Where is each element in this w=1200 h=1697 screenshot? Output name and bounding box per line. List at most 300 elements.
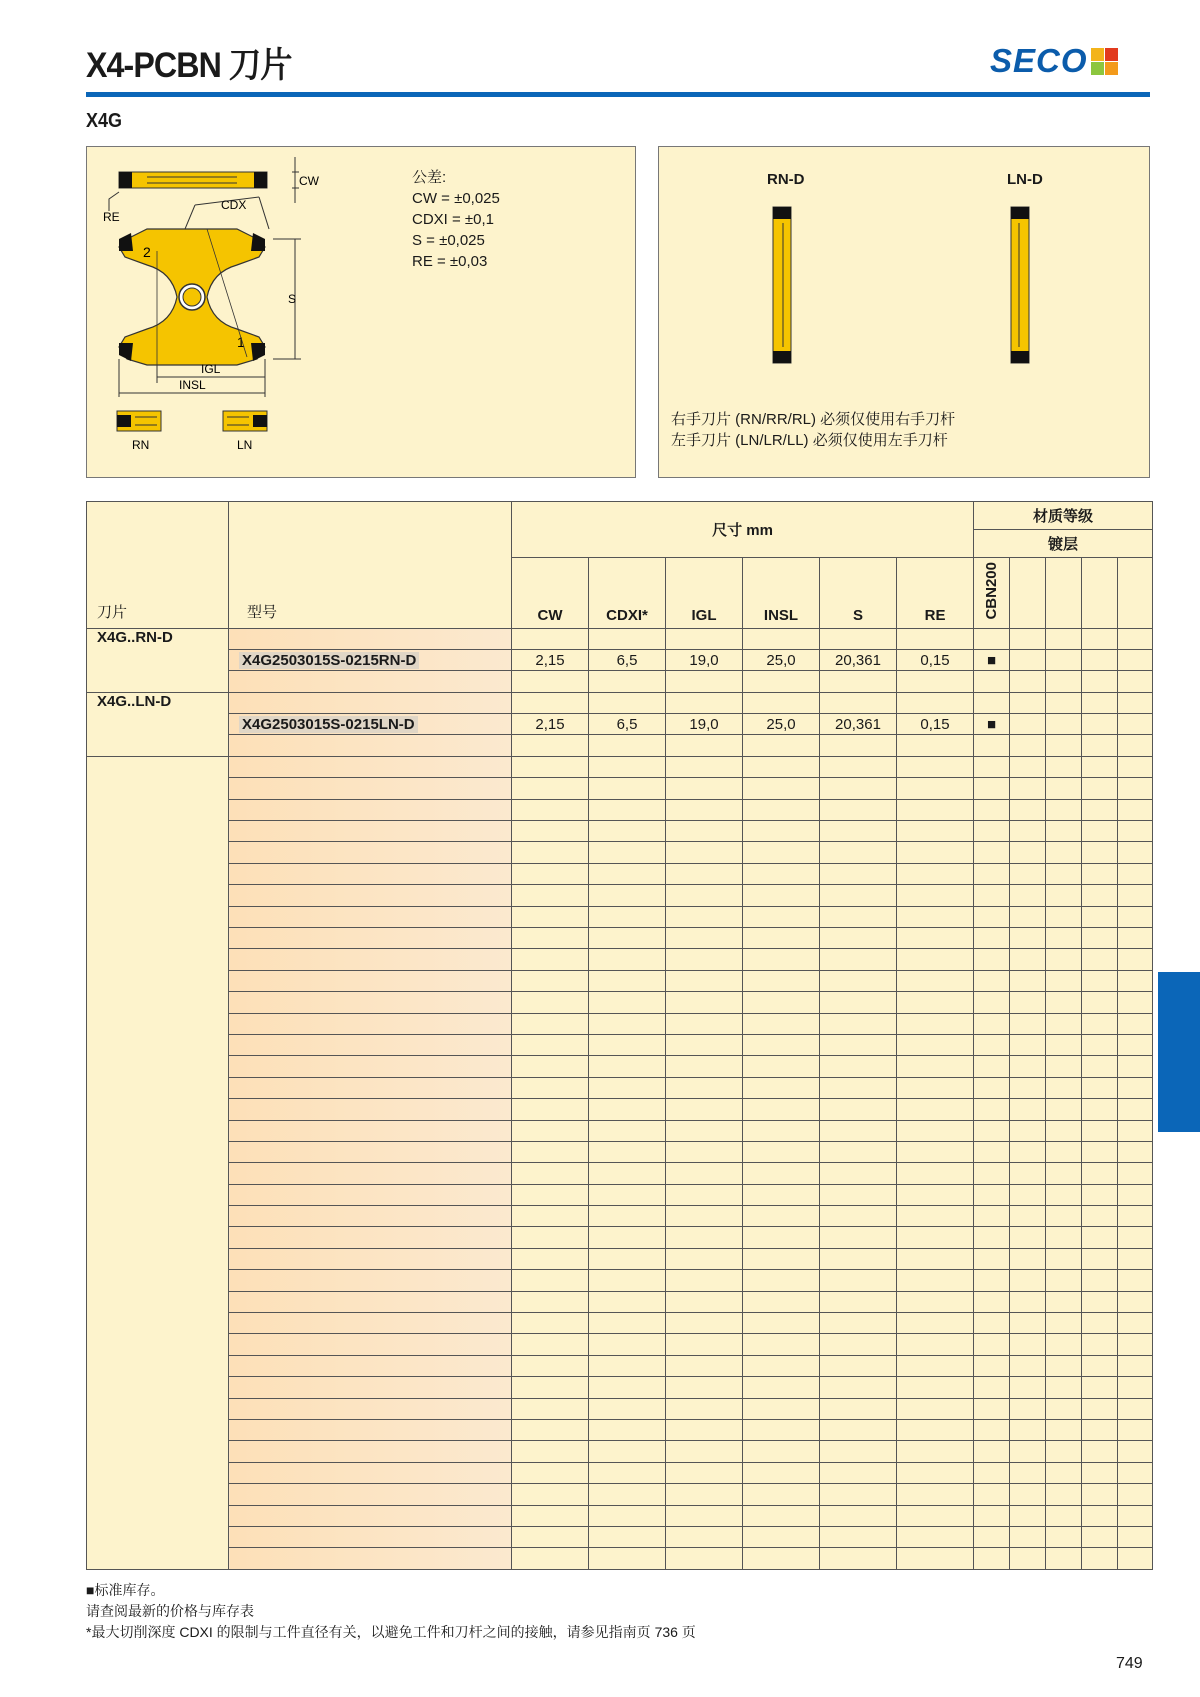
stock-marker: ■: [974, 714, 1010, 735]
dim-cell-empty: [666, 735, 743, 756]
grade-cell-empty: [974, 1334, 1010, 1355]
dim-cell-empty: [820, 1313, 897, 1334]
dim-cell-empty: [897, 821, 974, 842]
model-cell-empty: [229, 906, 512, 927]
dim-cell-empty: [743, 1120, 820, 1141]
dim-cell-empty: [512, 1056, 589, 1077]
insert-family-cell-empty: [87, 756, 229, 1569]
model-cell-empty: [229, 778, 512, 799]
model-cell-empty: [229, 1227, 512, 1248]
dim-cell-empty: [743, 928, 820, 949]
stock-marker: ■: [974, 649, 1010, 670]
table-row-empty: [87, 1313, 1153, 1334]
dim-cell-empty: [666, 1462, 743, 1483]
dim-cell-empty: [743, 1548, 820, 1569]
dim-cell-empty: [512, 1184, 589, 1205]
dim-cell-empty: [666, 863, 743, 884]
grade-cell-empty: [1010, 1120, 1046, 1141]
dim-cell-empty: [897, 1248, 974, 1269]
re-dim-label: RE: [103, 210, 120, 224]
dim-cell-empty: [743, 1398, 820, 1419]
grade-cell-empty: [1082, 1441, 1118, 1462]
grade-cell-empty: [1118, 1184, 1153, 1205]
dim-cell-empty: [589, 1034, 666, 1055]
dim-cell-empty: [666, 1377, 743, 1398]
dim-cell-empty: [512, 1377, 589, 1398]
ln-view-label: LN: [237, 438, 253, 452]
grade-cell-empty: [1082, 842, 1118, 863]
grade-cell-empty: [1082, 1484, 1118, 1505]
dim-cell-empty: [666, 1184, 743, 1205]
dim-cell-empty: [897, 1099, 974, 1120]
dim-cell-empty: [897, 1291, 974, 1312]
dim-cell-empty: [512, 1526, 589, 1547]
dim-cell-empty: [897, 885, 974, 906]
dim-cell-empty: [897, 1270, 974, 1291]
grade-cell-empty: [1010, 949, 1046, 970]
table-row-empty: [87, 1462, 1153, 1483]
dim-value-igl: 19,0: [666, 649, 743, 670]
grade-cell-empty: [974, 735, 1010, 756]
model-cell-empty: [229, 1484, 512, 1505]
grade-cell-empty: [1010, 928, 1046, 949]
dim-cell-empty: [589, 863, 666, 884]
dim-cell-empty: [897, 1377, 974, 1398]
grade-cell-empty: [1118, 906, 1153, 927]
dim-cell-empty: [589, 1484, 666, 1505]
dim-cell-empty: [820, 1291, 897, 1312]
grade-cell-empty: [1118, 949, 1153, 970]
grade-cell-empty: [1118, 970, 1153, 991]
grade-cell-empty: [1010, 1206, 1046, 1227]
grade-cell-empty: [1082, 1184, 1118, 1205]
dim-cell-empty: [512, 842, 589, 863]
grade-cell-empty: [974, 1548, 1010, 1569]
insert-family-cell: X4G..RN-D: [87, 628, 229, 692]
table-row-empty: [87, 949, 1153, 970]
grade-cell-empty: [1082, 1291, 1118, 1312]
dim-cell-empty: [666, 1355, 743, 1376]
dim-cell-empty: [589, 1120, 666, 1141]
grade-cell-empty: [1118, 1248, 1153, 1269]
dim-cell-empty: [666, 1099, 743, 1120]
dim-cell-empty: [512, 1441, 589, 1462]
grade-cell-empty: [1046, 1548, 1082, 1569]
dim-cell-empty: [512, 949, 589, 970]
dim-cell-empty: [589, 1206, 666, 1227]
dim-cell-empty: [666, 671, 743, 692]
dim-cell-empty: [820, 692, 897, 713]
grade-cell-empty: [1082, 1526, 1118, 1547]
dim-cell-empty: [666, 1013, 743, 1034]
model-cell-empty: [229, 756, 512, 777]
table-row-empty: [87, 1184, 1153, 1205]
dim-cell-empty: [743, 778, 820, 799]
dim-cell-empty: [666, 1313, 743, 1334]
dim-cell-empty: [743, 1355, 820, 1376]
grade-cell-empty: [1010, 714, 1046, 735]
dim-cell-empty: [589, 1248, 666, 1269]
dim-cell-empty: [666, 928, 743, 949]
page-number: 749: [1116, 1655, 1143, 1672]
grade-cell-empty: [1118, 1419, 1153, 1440]
grade-cell-empty: [1082, 949, 1118, 970]
grade-cell-empty: [1046, 842, 1082, 863]
dim-value-s: 20,361: [820, 649, 897, 670]
grade-cell-empty: [1010, 1398, 1046, 1419]
grade-cell-empty: [1010, 842, 1046, 863]
dim-cell-empty: [666, 1398, 743, 1419]
grade-cell-empty: [1118, 1270, 1153, 1291]
dim-cell-empty: [512, 1334, 589, 1355]
grade-cell-empty: [1010, 671, 1046, 692]
hand-orientation-panel: [658, 146, 1150, 478]
dim-cell-empty: [820, 1398, 897, 1419]
grade-cell-empty: [1046, 992, 1082, 1013]
dim-cell-empty: [820, 1184, 897, 1205]
dim-cell-empty: [589, 928, 666, 949]
dim-cell-empty: [589, 1270, 666, 1291]
dim-cell-empty: [512, 863, 589, 884]
table-row-empty: [87, 821, 1153, 842]
dim-cell-empty: [666, 799, 743, 820]
grade-cell-empty: [1010, 1377, 1046, 1398]
dim-cell-empty: [743, 1334, 820, 1355]
model-cell-empty: [229, 1313, 512, 1334]
dim-cell-empty: [743, 1291, 820, 1312]
dim-cell-empty: [897, 1227, 974, 1248]
dim-cell-empty: [589, 842, 666, 863]
grade-cell-empty: [974, 1227, 1010, 1248]
model-cell-empty: [229, 671, 512, 692]
dim-cell-empty: [512, 928, 589, 949]
rh-note: 右手刀片 (RN/RR/RL) 必须仅使用右手刀杆: [671, 411, 956, 428]
grade-cell-empty: [1010, 1270, 1046, 1291]
dim-cell-empty: [820, 628, 897, 649]
grade-cell-empty: [1082, 1077, 1118, 1098]
dim-value-cdxi: 6,5: [589, 649, 666, 670]
insert-family-cell: X4G..LN-D: [87, 692, 229, 756]
dim-cell-empty: [743, 885, 820, 906]
dim-cell-empty: [666, 949, 743, 970]
header-rule: [86, 92, 1150, 97]
dim-cell-empty: [666, 842, 743, 863]
dim-cell-empty: [666, 1548, 743, 1569]
grade-cell-empty: [1010, 1548, 1046, 1569]
dim-cell-empty: [897, 1441, 974, 1462]
cdx-dim-label: CDX: [221, 198, 247, 212]
dim-cell-empty: [666, 1484, 743, 1505]
grade-cell-empty: [1010, 863, 1046, 884]
dim-cell-empty: [666, 1526, 743, 1547]
dim-cell-empty: [897, 1505, 974, 1526]
rn-d-label: RN-D: [767, 171, 805, 188]
grade-cell-empty: [1046, 1248, 1082, 1269]
grade-cell-empty: [1046, 1526, 1082, 1547]
grade-cell-empty: [1082, 1462, 1118, 1483]
logo-text: SECO: [990, 42, 1088, 79]
model-cell-empty: [229, 1355, 512, 1376]
grade-cell-empty: [1118, 1526, 1153, 1547]
grade-cell-empty: [1010, 1163, 1046, 1184]
grade-cell-empty: [1046, 1462, 1082, 1483]
grade-cell-empty: [1010, 1419, 1046, 1440]
model-cell-empty: [229, 1163, 512, 1184]
dim-cell-empty: [512, 992, 589, 1013]
dim-cell-empty: [666, 1227, 743, 1248]
model-cell-empty: [229, 992, 512, 1013]
dim-cell-empty: [820, 842, 897, 863]
grade-cell-empty: [974, 1441, 1010, 1462]
grade-cell-empty: [1082, 1013, 1118, 1034]
dim-group-header: 尺寸 mm: [512, 502, 974, 558]
grade-cell-empty: [1082, 671, 1118, 692]
table-row-empty: [87, 1056, 1153, 1077]
grade-cell-empty: [1118, 821, 1153, 842]
dim-value-cw: 2,15: [512, 649, 589, 670]
dim-cell-empty: [666, 756, 743, 777]
table-row: [87, 714, 1153, 735]
grade-cell-empty: [1046, 692, 1082, 713]
grade-cell-empty: [1046, 1227, 1082, 1248]
dim-cell-empty: [820, 1034, 897, 1055]
model-cell-empty: [229, 1462, 512, 1483]
grade-cell-empty: [1046, 1441, 1082, 1462]
model-cell-empty: [229, 1398, 512, 1419]
dim-cell-empty: [897, 756, 974, 777]
grade-cell-empty: [974, 1120, 1010, 1141]
dim-cell-empty: [666, 1505, 743, 1526]
table-row-empty: [87, 970, 1153, 991]
dim-cell-empty: [743, 1227, 820, 1248]
grade-cell-empty: [1118, 1398, 1153, 1419]
page-title: X4-PCBN 刀片: [86, 46, 292, 85]
grade-cell-empty: [974, 1484, 1010, 1505]
dim-cell-empty: [589, 1419, 666, 1440]
grade-cell-empty: [1010, 1462, 1046, 1483]
dim-cell-empty: [820, 970, 897, 991]
logo-squares-icon: [1091, 48, 1118, 75]
tolerance-s: S = ±0,025: [412, 232, 485, 249]
grade-cell-empty: [1118, 1334, 1153, 1355]
grade-cell-empty: [974, 1184, 1010, 1205]
dim-cell-empty: [589, 1313, 666, 1334]
grade-cell-empty: [1082, 1377, 1118, 1398]
hand-notes: [671, 409, 955, 451]
grade-cell-empty: [1082, 863, 1118, 884]
dim-cell-empty: [897, 1206, 974, 1227]
grade-cell-empty: [1046, 1377, 1082, 1398]
grade-cell-empty: [1046, 1163, 1082, 1184]
grade-cell-empty: [1118, 1141, 1153, 1162]
grade-cell-empty: [1046, 885, 1082, 906]
grade-cell-empty: [974, 906, 1010, 927]
grade-cell-empty: [1118, 885, 1153, 906]
dim-cell-empty: [589, 778, 666, 799]
dim-cell-empty: [897, 692, 974, 713]
grade-cell-empty: [1046, 970, 1082, 991]
grade-cell-empty: [1082, 1313, 1118, 1334]
grade-cell-empty: [1118, 1355, 1153, 1376]
dim-cell-empty: [820, 863, 897, 884]
grade-cell-empty: [974, 1163, 1010, 1184]
grade-cell-empty: [974, 1313, 1010, 1334]
table-row-empty: [87, 1163, 1153, 1184]
dim-cell-empty: [512, 671, 589, 692]
grade-col-empty: [1010, 558, 1046, 629]
dim-cell-empty: [743, 1462, 820, 1483]
grade-cell-empty: [1118, 1056, 1153, 1077]
dim-cell-empty: [820, 906, 897, 927]
dim-cell-empty: [743, 842, 820, 863]
model-cell-empty: [229, 1056, 512, 1077]
dim-value-re: 0,15: [897, 649, 974, 670]
dim-cell-empty: [743, 1526, 820, 1547]
grade-cell-empty: [1046, 821, 1082, 842]
grade-cell-empty: [1118, 692, 1153, 713]
dim-cell-empty: [512, 1291, 589, 1312]
grade-cell-empty: [1010, 1227, 1046, 1248]
grade-cell-empty: [974, 1419, 1010, 1440]
grade-cell-empty: [1082, 1227, 1118, 1248]
grade-cell-empty: [1118, 1441, 1153, 1462]
dim-cell-empty: [820, 1248, 897, 1269]
dim-cell-empty: [666, 885, 743, 906]
dim-cell-empty: [512, 1077, 589, 1098]
seco-logo: [990, 44, 1118, 78]
dim-cell-empty: [897, 1141, 974, 1162]
dim-cell-empty: [897, 1462, 974, 1483]
model-cell-empty: [229, 692, 512, 713]
dim-cell-empty: [589, 799, 666, 820]
dim-cell-empty: [897, 992, 974, 1013]
dim-cell-empty: [589, 1334, 666, 1355]
grade-cell-empty: [1046, 928, 1082, 949]
dim-cell-empty: [743, 1077, 820, 1098]
dim-cell-empty: [897, 906, 974, 927]
dim-value-cw: 2,15: [512, 714, 589, 735]
dim-cell-empty: [897, 1013, 974, 1034]
grade-cell-empty: [1118, 842, 1153, 863]
coating-group-header: 镀层: [974, 530, 1153, 558]
dim-cell-empty: [589, 735, 666, 756]
dim-cell-empty: [589, 992, 666, 1013]
grade-cell-empty: [1010, 1526, 1046, 1547]
grade-cell-empty: [1010, 1291, 1046, 1312]
dim-cell-empty: [743, 1013, 820, 1034]
grade-cell-empty: [1082, 1270, 1118, 1291]
grade-cell-empty: [1010, 992, 1046, 1013]
grade-cell-empty: [1046, 1184, 1082, 1205]
cw-dim-label: CW: [299, 174, 319, 188]
grade-cell-empty: [1010, 628, 1046, 649]
grade-cell-empty: [1010, 1334, 1046, 1355]
lh-note: 左手刀片 (LN/LR/LL) 必须仅使用左手刀杆: [671, 432, 948, 449]
grade-cell-empty: [1118, 1206, 1153, 1227]
grade-cell-empty: [1118, 1505, 1153, 1526]
dim-cell-empty: [743, 906, 820, 927]
dim-cell-empty: [512, 1505, 589, 1526]
dim-cell-empty: [512, 1548, 589, 1569]
model-cell-empty: [229, 1013, 512, 1034]
model-cell-empty: [229, 628, 512, 649]
tolerance-cdxi: CDXI = ±0,1: [412, 211, 495, 228]
dim-cell-empty: [666, 1419, 743, 1440]
grade-cell-empty: [1010, 1248, 1046, 1269]
dim-cell-empty: [666, 970, 743, 991]
table-row-empty: [87, 1484, 1153, 1505]
grade-cell-empty: [974, 949, 1010, 970]
dim-cell-empty: [743, 1419, 820, 1440]
grade-cell-empty: [974, 1291, 1010, 1312]
dim-cell-empty: [743, 970, 820, 991]
grade-cell-empty: [1082, 906, 1118, 927]
grade-cell-empty: [1118, 649, 1153, 670]
dim-cell-empty: [512, 799, 589, 820]
dim-cell-empty: [589, 692, 666, 713]
grade-cell-empty: [1082, 885, 1118, 906]
dim-cell-empty: [897, 1334, 974, 1355]
dim-cell-empty: [743, 671, 820, 692]
model-cell-empty: [229, 928, 512, 949]
grade-cell-empty: [974, 863, 1010, 884]
grade-cell-empty: [1046, 1355, 1082, 1376]
grade-cell-empty: [1082, 1056, 1118, 1077]
dim-cell-empty: [820, 1013, 897, 1034]
grade-cell-empty: [1010, 692, 1046, 713]
dim-cell-empty: [589, 628, 666, 649]
model-cell-empty: [229, 1548, 512, 1569]
dim-cell-empty: [897, 1034, 974, 1055]
dim-cell-empty: [512, 1120, 589, 1141]
dim-cell-empty: [666, 692, 743, 713]
dim-cell-empty: [666, 1206, 743, 1227]
grade-cell-empty: [1118, 628, 1153, 649]
dim-cell-empty: [512, 906, 589, 927]
grade-cell-empty: [974, 992, 1010, 1013]
dim-cell-empty: [512, 692, 589, 713]
grade-cell-empty: [974, 885, 1010, 906]
dim-cell-empty: [512, 1462, 589, 1483]
grade-cell-empty: [1046, 714, 1082, 735]
grade-cell-empty: [1010, 1056, 1046, 1077]
grade-cell-empty: [1010, 1077, 1046, 1098]
grade-col-empty: [1118, 558, 1153, 629]
grade-cell-empty: [974, 928, 1010, 949]
grade-cell-empty: [1010, 1505, 1046, 1526]
dim-cell-empty: [666, 992, 743, 1013]
grade-cell-empty: [1118, 799, 1153, 820]
dim-cell-empty: [820, 799, 897, 820]
dim-cell-empty: [512, 885, 589, 906]
dim-cell-empty: [666, 1441, 743, 1462]
grade-col-empty: [1046, 558, 1082, 629]
table-row-empty: [87, 1270, 1153, 1291]
dim-cell-empty: [743, 1248, 820, 1269]
table-row-empty: [87, 842, 1153, 863]
grade-cell-empty: [1118, 1484, 1153, 1505]
dim-cell-empty: [666, 821, 743, 842]
dim-cell-empty: [743, 628, 820, 649]
dim-cell-empty: [820, 756, 897, 777]
grade-cell-empty: [1010, 1034, 1046, 1055]
grade-cell-empty: [1046, 1398, 1082, 1419]
dim-cell-empty: [589, 1077, 666, 1098]
dim-cell-empty: [589, 1013, 666, 1034]
grade-cell-empty: [1082, 735, 1118, 756]
grade-cell-empty: [1118, 1227, 1153, 1248]
dim-cell-empty: [743, 1313, 820, 1334]
